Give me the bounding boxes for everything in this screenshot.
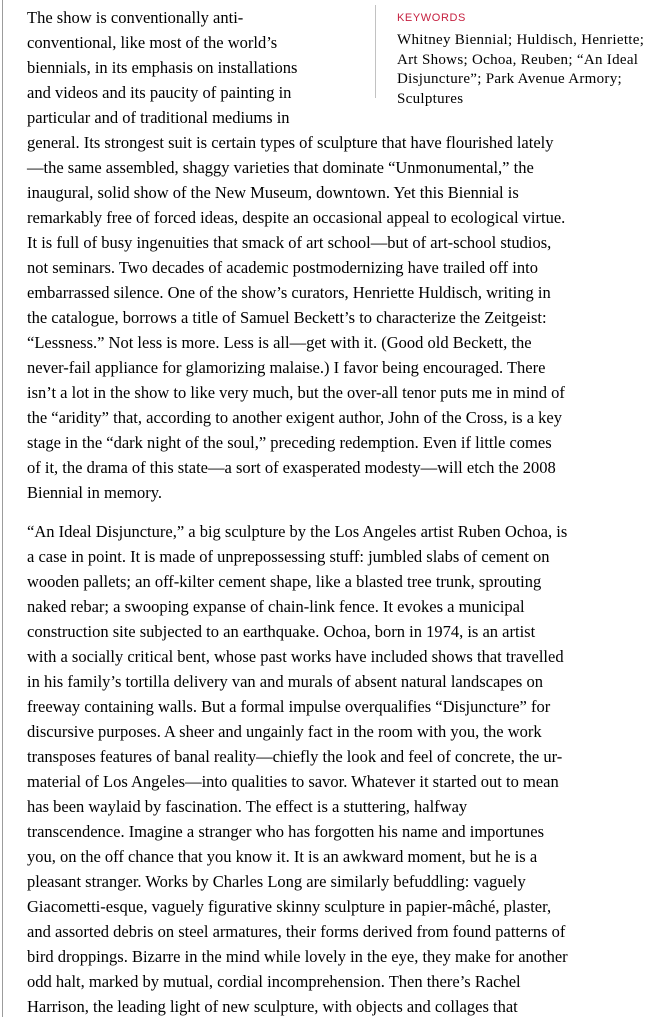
text-line: —the same assembled, shaggy varieties that dominate “Unmonumental,” the — [27, 158, 534, 177]
text-line: bird droppings. Bizarre in the mind while lovely in the eye, they make for another — [27, 947, 568, 966]
keyword-line: Art Shows; Ochoa, Reuben; “An Ideal — [397, 51, 639, 68]
left-rule-divider — [2, 0, 3, 1017]
text-line: odd halt, marked by mutual, cordial incomprehension. Then there’s Rachel — [27, 972, 521, 991]
text-line: particular and of traditional mediums in — [27, 108, 290, 127]
text-line: of it, the drama of this state—a sort of exasperated modesty—will etch the 2008 — [27, 458, 556, 477]
text-line: transposes features of banal reality—chiefly the look and feel of concrete, the ur- — [27, 747, 563, 766]
keyword-line: Sculptures — [397, 90, 464, 107]
text-line: isn’t a lot in the show to like very much, but the over-all tenor puts me in mind of — [27, 383, 565, 402]
paragraph — [27, 519, 647, 1017]
text-line: the catalogue, borrows a title of Samuel Beckett’s to characterize the Zeitgeist: — [27, 308, 547, 327]
text-line: discursive purposes. A sheer and ungainly fact in the room with you, the work — [27, 722, 542, 741]
text-line: inaugural, solid show of the New Museum, downtown. Yet this Biennial is — [27, 183, 519, 202]
keyword-line: Disjuncture”; Park Avenue Armory; — [397, 71, 622, 87]
text-line: the “aridity” that, according to another exigent author, John of the Cross, is a key — [27, 408, 562, 427]
text-line: Biennial in memory. — [27, 483, 163, 502]
text-line: not seminars. Two decades of academic postmodernizing have trailed off into — [27, 258, 538, 277]
text-line: biennials, in its emphasis on installations — [27, 58, 298, 77]
text-line: a case in point. It is made of unprepossessing stuff: jumbled slabs of cement on — [27, 547, 550, 566]
text-line: conventional, like most of the world’s — [27, 33, 278, 52]
text-line: and assorted debris on steel armatures, their forms derived from found patterns of — [27, 922, 566, 941]
text-line: remarkably free of forced ideas, despite an occasional appeal to ecological virtue. — [27, 208, 566, 227]
keyword-list — [397, 31, 655, 109]
text-line: embarrassed silence. One of the show’s curators, Henriette Huldisch, writing in — [27, 283, 551, 302]
keywords-divider — [375, 5, 376, 98]
text-line: Giacometti-esque, vaguely figurative skinny sculpture in papier-mâché, plaster, — [27, 897, 552, 916]
text-line: It is full of busy ingenuities that smack of art school—but of art-school studios, — [27, 233, 552, 252]
text-line: freeway containing walls. But a formal impulse overqualifies “Disjuncture” for — [27, 697, 551, 716]
text-line: The show is conventionally anti- — [27, 8, 244, 27]
article-body — [27, 5, 647, 1017]
text-line: has been waylaid by fascination. The effect is a stuttering, halfway — [27, 797, 468, 816]
text-line: general. Its strongest suit is certain types of sculpture that have flourished lately — [27, 133, 554, 152]
keywords-label: KEYWORDS — [397, 12, 466, 24]
text-line: pleasant stranger. Works by Charles Long are similarly befuddling: vaguely — [27, 872, 526, 891]
text-line: “An Ideal Disjuncture,” a big sculpture by the Los Angeles artist Ruben Ochoa, is — [27, 522, 568, 541]
text-line: you, on the off chance that you know it. It is an awkward moment, but he is a — [27, 847, 538, 866]
text-line: with a socially critical bent, whose past works have included shows that travelled — [27, 647, 564, 666]
text-line: never-fail appliance for glamorizing malaise.) I favor being encouraged. There — [27, 358, 546, 377]
text-line: in his family’s tortilla delivery van and murals of absent natural landscapes on — [27, 672, 543, 691]
text-line: Harrison, the leading light of new sculpture, with objects and collages that — [27, 997, 518, 1016]
text-line: naked rebar; a swooping expanse of chain-link fence. It evokes a municipal — [27, 597, 525, 616]
keyword-line: Whitney Biennial; Huldisch, Henriette; — [397, 32, 645, 48]
keywords-panel — [397, 12, 655, 109]
text-line: construction site subjected to an earthquake. Ochoa, born in 1974, is an artist — [27, 622, 536, 641]
text-line: and videos and its paucity of painting in — [27, 83, 292, 102]
text-line: stage in the “dark night of the soul,” preceding redemption. Even if little comes — [27, 433, 552, 452]
text-line: wooden pallets; an off-kilter cement shape, like a blasted tree trunk, sprouting — [27, 572, 542, 591]
text-line: material of Los Angeles—into qualities to savor. Whatever it started out to mean — [27, 772, 559, 791]
text-line: transcendence. Imagine a stranger who has forgotten his name and importunes — [27, 822, 544, 841]
text-line: “Lessness.” Not less is more. Less is all—get with it. (Good old Beckett, the — [27, 333, 532, 352]
